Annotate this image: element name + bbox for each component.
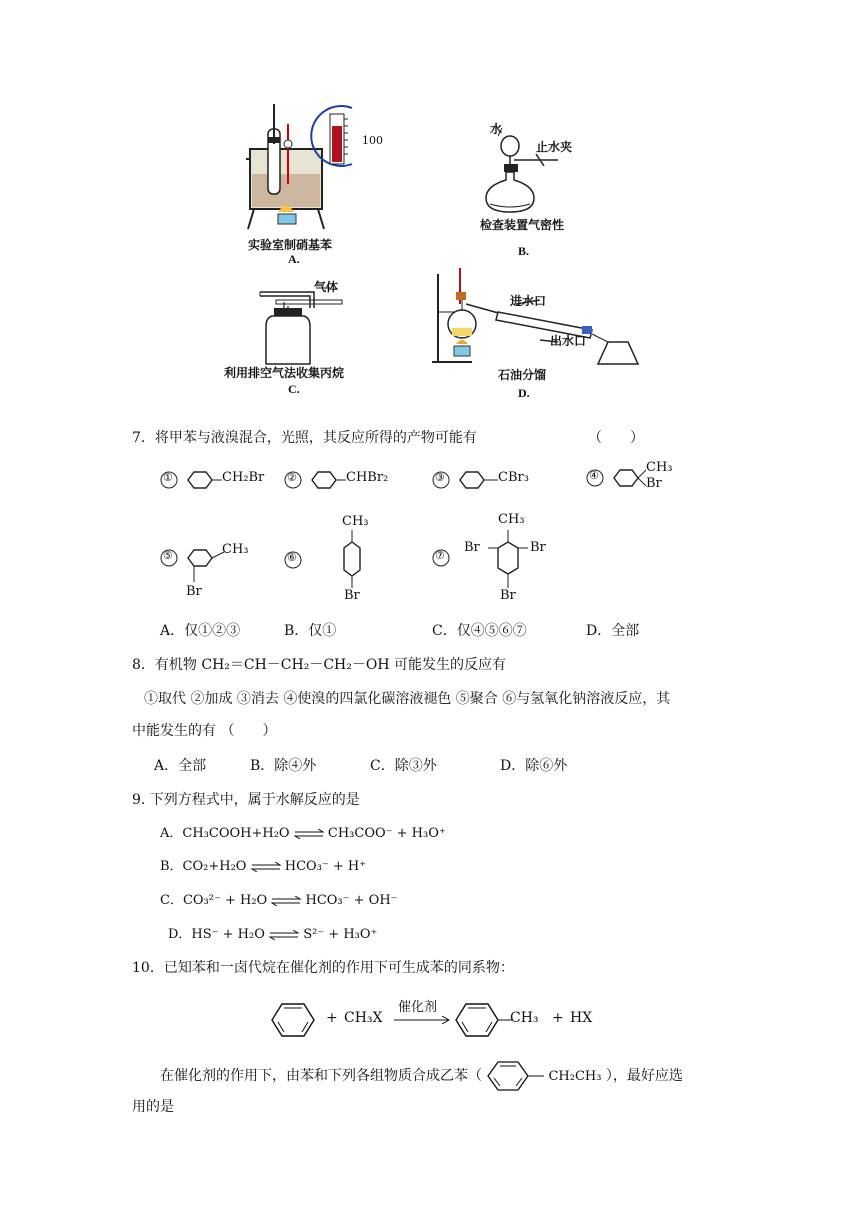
structure-1-group: CH₂Br	[222, 470, 265, 485]
figure-c-letter: C.	[288, 382, 300, 396]
structure-5-num: ⑤	[163, 549, 173, 562]
figure-a	[240, 104, 390, 264]
figure-d-letter: D.	[518, 386, 530, 400]
structure-1	[160, 464, 290, 500]
gas-label: 气体	[314, 280, 339, 294]
figure-b-letter: B.	[518, 244, 530, 258]
structure-2-num: ②	[287, 471, 297, 484]
structure-7-br-right: Br	[530, 540, 546, 555]
q10-plus-1: +	[326, 1010, 338, 1026]
structure-5-group: CH₃	[222, 542, 249, 557]
q9-c-reactants: C．CO₃²⁻ + H₂O	[160, 893, 268, 908]
q8-line3: 中能发生的有 （ ）	[132, 723, 277, 739]
structure-4-num: ④	[589, 469, 599, 482]
q10-reagent: CH₃X	[344, 1010, 383, 1026]
q10-line2-start: 在催化剂的作用下，由苯和下列各组物质合成乙苯（	[160, 1068, 482, 1084]
nitration-apparatus-illustration	[240, 104, 390, 234]
q10-plus-2: +	[552, 1010, 564, 1026]
figure-a-caption: 实验室制硝基苯	[248, 238, 333, 252]
equilibrium-arrow-icon	[294, 829, 324, 839]
equilibrium-arrow-icon	[271, 896, 301, 906]
structure-2	[284, 464, 414, 500]
water-outlet-label: 出水口	[550, 334, 587, 348]
q9-b-reactants: B．CO₂+H₂O	[160, 859, 247, 874]
figure-c	[224, 278, 372, 400]
structure-6	[284, 512, 384, 612]
structure-5-sub: Br	[186, 584, 202, 599]
q10-byproduct: HX	[570, 1010, 593, 1026]
figure-d-caption: 石油分馏	[498, 368, 547, 382]
structure-6-sub: Br	[344, 588, 360, 603]
structure-4-sub: Br	[646, 476, 662, 491]
structure-7-num: ⑦	[435, 549, 445, 562]
structure-7-group: CH₃	[498, 512, 525, 527]
structure-4	[586, 460, 696, 504]
q7-option-b[interactable]: B．仅①	[284, 623, 337, 639]
q10-stem: 10．已知苯和一卤代烷在催化剂的作用下可生成苯的同系物：	[132, 960, 514, 976]
q7-answer-paren: （ ）	[588, 430, 644, 446]
equilibrium-arrow-icon	[269, 930, 299, 940]
q10-line2	[160, 1060, 683, 1092]
q9-c-products: HCO₃⁻ + OH⁻	[305, 893, 398, 908]
q9-stem: 9. 下列方程式中，属于水解反应的是	[132, 792, 360, 808]
figure-a-letter: A.	[288, 252, 300, 266]
q7-option-c[interactable]: C．仅④⑤⑥⑦	[432, 623, 527, 639]
distillation-apparatus-illustration	[432, 264, 652, 369]
figure-d	[432, 264, 652, 404]
water-label: 水	[490, 122, 503, 136]
structure-6-num: ⑥	[287, 551, 297, 564]
structure-1-num: ①	[163, 471, 173, 484]
structure-6-group: CH₃	[342, 514, 369, 529]
structure-7-br-bottom: Br	[500, 588, 516, 603]
figure-b	[478, 118, 608, 263]
reaction-arrow-icon	[394, 1016, 450, 1024]
q7-option-d[interactable]: D．全部	[586, 623, 640, 639]
q8-option-c[interactable]: C．除③外	[370, 758, 437, 774]
equilibrium-arrow-icon	[251, 862, 281, 872]
q9-option-b[interactable]	[160, 855, 366, 874]
benzene-ring-icon	[270, 1002, 316, 1038]
q9-d-products: S²⁻ + H₃O⁺	[303, 927, 378, 942]
q7-stem: 7．将甲苯与液溴混合，光照，其反应所得的产物可能有	[132, 430, 477, 446]
figure-c-caption: 利用排空气法收集丙烷	[224, 366, 345, 380]
q10-line3: 用的是	[132, 1099, 174, 1115]
benzene-ring-icon	[486, 1060, 548, 1092]
gas-collection-bottle-illustration	[232, 278, 372, 368]
structure-3-group: CBr₃	[498, 470, 529, 485]
structure-4-group: CH₃	[646, 460, 673, 475]
q7-option-a[interactable]: A．仅①②③	[160, 623, 241, 639]
q9-d-reactants: D．HS⁻ + H₂O	[168, 927, 265, 942]
q10-line2-end: ），最好应选	[605, 1068, 683, 1084]
clamp-label: 止水夹	[536, 140, 573, 154]
benzene-ring-icon	[454, 1002, 514, 1038]
structure-7	[432, 510, 572, 610]
q9-option-c[interactable]	[160, 889, 398, 908]
structure-7-br-left: Br	[464, 540, 480, 555]
q8-option-a[interactable]: A．全部	[154, 758, 207, 774]
q9-option-a[interactable]	[160, 822, 446, 841]
q10-ethyl-group: CH₂CH₃	[548, 1069, 602, 1084]
q9-b-products: HCO₃⁻ + H⁺	[284, 859, 367, 874]
structure-2-group: CHBr₂	[346, 470, 389, 485]
structure-3-num: ③	[435, 471, 445, 484]
q8-line2: ①取代 ②加成 ③消去 ④使溴的四氯化碳溶液褪色 ⑤聚合 ⑥与氢氧化钠溶液反应，其	[144, 691, 671, 707]
figure-b-caption: 检查装置气密性	[480, 218, 565, 232]
q10-catalyst: 催化剂	[398, 1000, 438, 1015]
q10-product-group: CH₃	[510, 1010, 539, 1026]
q9-a-reactants: A．CH₃COOH+H₂O	[160, 826, 290, 841]
q9-option-d[interactable]	[168, 923, 377, 942]
q8-option-d[interactable]: D．除⑥外	[500, 758, 568, 774]
q8-stem: 8．有机物 CH₂＝CH－CH₂－CH₂－OH 可能发生的反应有	[132, 657, 507, 673]
q8-option-b[interactable]: B．除④外	[250, 758, 317, 774]
structure-3	[432, 464, 562, 500]
q10-reaction-scheme	[270, 996, 600, 1046]
structure-5	[160, 536, 270, 610]
thermometer-reading: 100	[362, 134, 383, 147]
q9-a-products: CH₃COO⁻ + H₃O⁺	[327, 826, 446, 841]
water-inlet-label: 进水口	[510, 294, 547, 308]
